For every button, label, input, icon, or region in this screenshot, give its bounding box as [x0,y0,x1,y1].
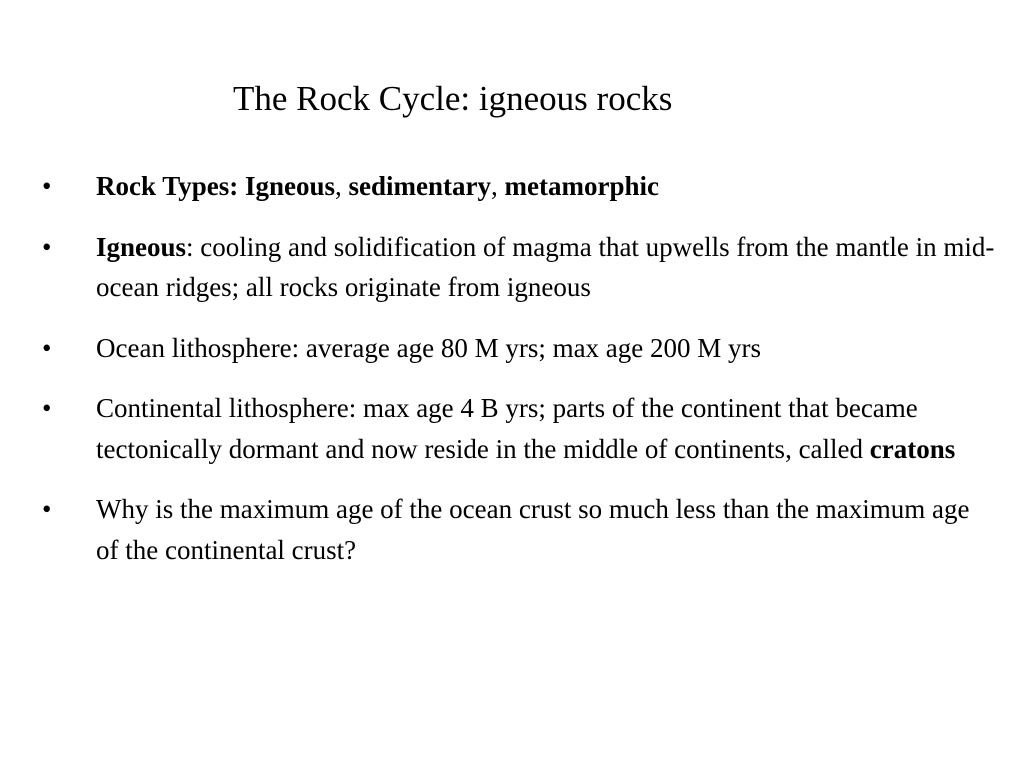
bullet-dot-icon: • [42,393,52,423]
bullet-item [0,489,996,570]
bullet-list [0,166,1024,590]
bullet-text-bold: Rock Types: Igneous [96,171,336,201]
bullet-text: , [491,171,505,201]
bullet-text: Ocean lithosphere: average age 80 M yrs; max age 200 M yrs [96,332,762,363]
bullet-text: Continental lithosphere: max age 4 B yrs; parts of the continent that became tectonically dormant and now reside in the middle of continents, called [96,393,918,464]
bullet-text-bold: cratons [869,433,956,464]
bullet-text: Why is the maximum age of the ocean crust so much less than the maximum age of the continental crust? [96,494,970,565]
bullet-text: , [335,171,349,201]
bullet-text-bold: metamorphic [504,171,659,201]
bullet-dot-icon: • [42,231,52,262]
slide-title: The Rock Cycle: igneous rocks [233,79,673,118]
bullet-item [0,388,996,469]
bullet-item [0,328,996,369]
bullet-item [0,227,996,308]
bullet-item [0,166,996,207]
bullet-text-bold: Igneous [96,231,187,262]
bullet-text: : cooling and solidification of magma that upwells from the mantle in mid-ocean ridges; all rocks originate from igneous [96,231,995,302]
bullet-dot-icon: • [42,494,52,524]
bullet-dot-icon: • [42,332,52,363]
bullet-dot-icon: • [42,171,52,201]
bullet-text-bold: sedimentary [348,171,492,201]
